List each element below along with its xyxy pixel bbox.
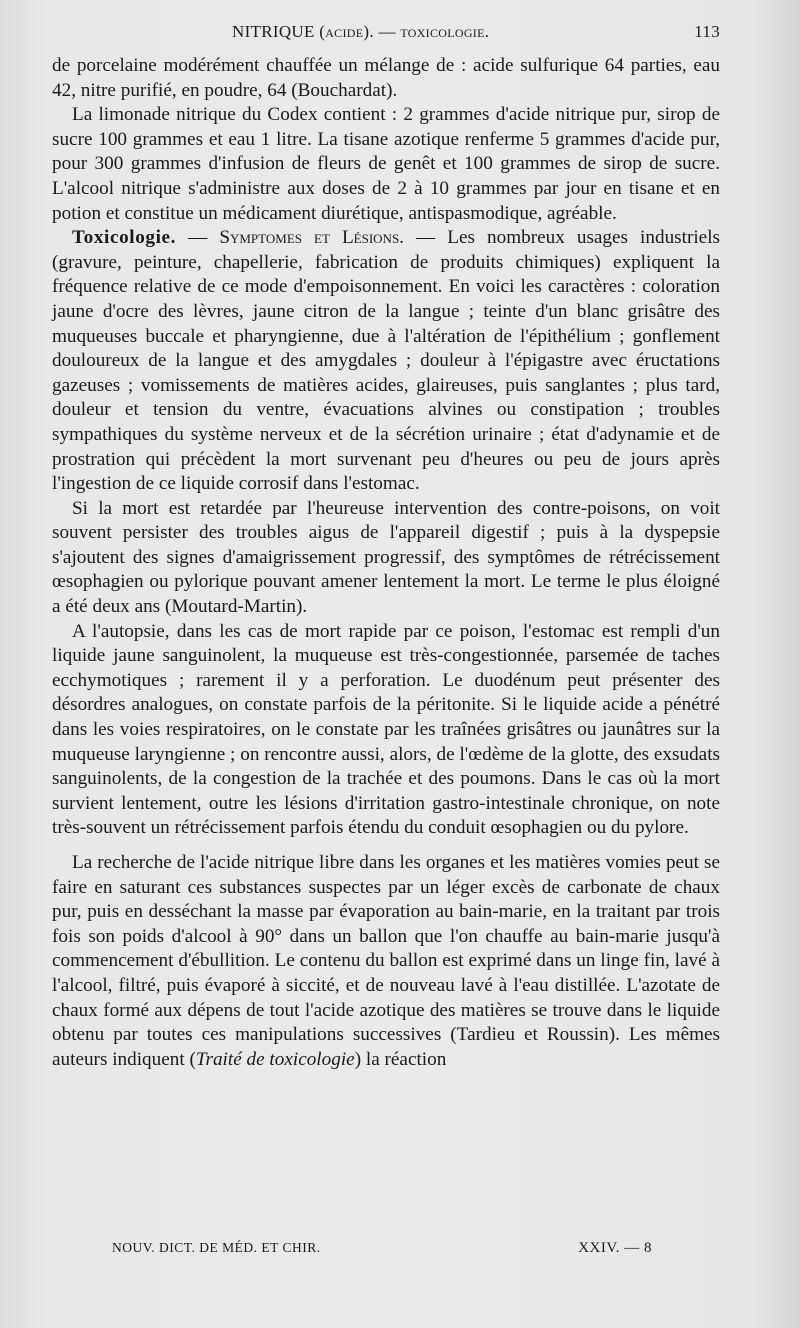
paragraph-autopsie: A l'autopsie, dans les cas de mort rapide par ce poison, l'estomac est rempli d'un liquide jaune sanguinolent, la muqueuse est très-congestionnée, parsemée de taches ecchymotiques ; rarement il y a perforation. Le duodénum peut présenter des désordres analogues, on constate parfois de la péritonite. Si le liquide acide a pénétré dans les voies respiratoires, on le constate par les traînées grisâtres ou jaunâtres sur la muqueuse laryngienne ; on rencontre aussi, alors, de l'œdème de la glotte, des exsudats sanguinolents, de la congestion de la trachée et des poumons. Dans le cas où la mort survient lentement, outre les lésions d'irritation gastro-intestinale chronique, on note très-souvent un rétrécissement parfois étendu du conduit œsophagien ou du pylore.	[52, 620, 720, 839]
running-title-section: toxicologie.	[400, 22, 490, 41]
running-title-main: NITRIQUE	[232, 22, 315, 41]
paragraph-limonade: La limonade nitrique du Codex contient : 2 grammes d'acide nitrique pur, sirop de sucre 100 grammes et eau 1 litre. La tisane azotique renferme 5 grammes d'acide pur, pour 300 grammes d'infusion de fleurs de genêt et 100 grammes de sirop de sucre. L'alcool nitrique s'administre aux doses de 2 à 10 grammes par jour en tisane et en potion et constitue un médicament diurétique, antispasmodique, agréable.	[52, 104, 720, 224]
paragraph-text: La recherche de l'acide nitrique libre dans les organes et les matières vomies peut se faire en saturant ces substances suspectes par un léger excès de carbonate de chaux pur, puis en desséchant la masse par évaporation au bain-marie, en la traitant par trois fois son poids d'alcool à 90° dans un ballon que l'on chauffe au bain-marie jusqu'à commencement d'ébullition. Le contenu du ballon est exprimé dans un linge fin, lavé à l'alcool, filtré, puis évaporé à siccité, et de nouveau lavé à l'eau distillée. L'azotate de chaux formé aux dépens de tout l'acide azotique des matières se trouve dans le liquide obtenu par toutes ces manipulations successives (Tardieu et Roussin). Les mêmes auteurs indiquent (	[52, 852, 720, 1070]
paragraph-text: Les nombreux usages industriels (gravure, peinture, chapellerie, fabrication de produits chimiques) expliquent la fréquence relative de ce mode d'empoisonnement. En voici les caractères : coloration jaune d'ocre des lèvres, jaune citron de la langue ; teinte d'un blanc grisâtre des muqueuses buccale et pharyngienne, due à l'altération de l'épithélium ; gonflement douloureux de la langue et des amygdales ; douleur à l'épigastre avec éructations gazeuses ; vomissements de matières acides, glaireuses, puis sanglantes ; plus tard, douleur et tension du ventre, évacuations alvines ou constipation ; troubles sympathiques du système nerveux et de la sécrétion urinaire ; état d'adynamie et de prostration qui précèdent la mort survenant peu d'heures ou peu de jours après l'ingestion de ce liquide corrosif dans l'estomac.	[52, 227, 720, 495]
paragraph-recherche	[52, 851, 720, 1072]
paragraph-mort-retardee: Si la mort est retardée par l'heureuse intervention des contre-poisons, on voit souvent persister des troubles aigus de l'appareil digestif ; puis à la dyspepsie s'ajoutent des signes d'amaigrissement progressif, des symptômes de rétrécissement œsophagien ou pylorique pouvant amener lentement la mort. Le terme le plus éloigné a été deux ans (Moutard-Martin).	[52, 497, 720, 618]
paragraph-continuation: de porcelaine modérément chauffée un mélange de : acide sulfurique 64 parties, eau 42, nitre purifié, en poudre, 64 (Bouchardat).	[52, 55, 720, 101]
italic-citation: Traité de toxicologie	[195, 1048, 355, 1070]
footer-signature: NOUV. DICT. DE MÉD. ET CHIR.	[112, 1240, 321, 1255]
paragraph-text-end: ) la réaction	[354, 1048, 447, 1070]
section-heading: Toxicologie.	[72, 227, 177, 249]
running-title-paren: (acide).	[319, 22, 374, 41]
page-number: 113	[694, 22, 720, 41]
section-subheading: Symptomes et Lésions.	[219, 227, 404, 249]
running-header	[52, 22, 720, 48]
running-title	[232, 22, 489, 42]
heading-dash: —	[176, 227, 220, 249]
heading-dash: —	[403, 227, 448, 249]
page-footer	[112, 1240, 652, 1262]
footer-volume: XXIV. — 8	[578, 1240, 652, 1256]
paragraph-toxicologie	[52, 226, 720, 497]
running-title-separator: —	[378, 22, 396, 41]
body-text	[52, 54, 720, 1072]
